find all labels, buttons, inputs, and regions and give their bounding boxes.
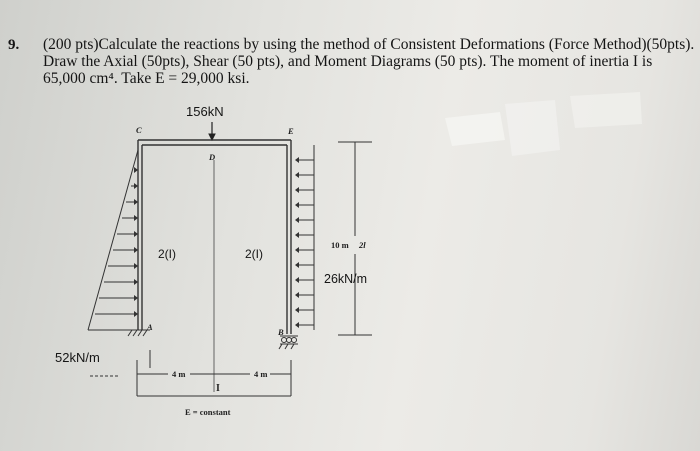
node-c-label: C xyxy=(136,125,142,135)
support-b-roller xyxy=(279,336,298,349)
right-load-arrowheads xyxy=(295,157,299,328)
span-right-label: 4 m xyxy=(254,369,268,379)
height-alt-label: 2l xyxy=(359,240,366,250)
glare-patch xyxy=(570,92,642,128)
question-number: 9. xyxy=(8,37,20,53)
glare-patch xyxy=(505,100,560,156)
node-a-label: A xyxy=(147,322,153,332)
right-column-label: 2(I) xyxy=(245,247,263,261)
height-dimension-label: 10 m xyxy=(331,240,349,250)
beam-inertia-label: I xyxy=(216,383,220,394)
right-load-label: 26kN/m xyxy=(324,272,368,286)
question-text: (200 pts)Calculate the reactions by using the method of Consistent Deformations (Force Method)(50pts). Draw the Axial (50pts), Shear (50 pts), and Moment Diagrams (50 pts). The moment of inertia I is 65,000 cm⁴. Take E = 29,000 ksi. xyxy=(43,36,695,87)
node-e-label: E xyxy=(288,126,294,136)
frame-members xyxy=(138,140,291,334)
point-load-label: 156kN xyxy=(186,104,224,119)
left-column-label: 2(I) xyxy=(158,247,176,261)
glare-patch xyxy=(445,112,505,146)
span-left-label: 4 m xyxy=(172,369,186,379)
node-b-label: B xyxy=(278,327,284,337)
left-distributed-load xyxy=(88,150,138,330)
left-load-label: 52kN/m xyxy=(55,350,100,365)
point-load-arrow xyxy=(209,122,215,140)
node-d-label: D xyxy=(209,152,216,162)
height-dimension xyxy=(338,142,372,335)
e-constant-note: E = constant xyxy=(185,407,231,417)
